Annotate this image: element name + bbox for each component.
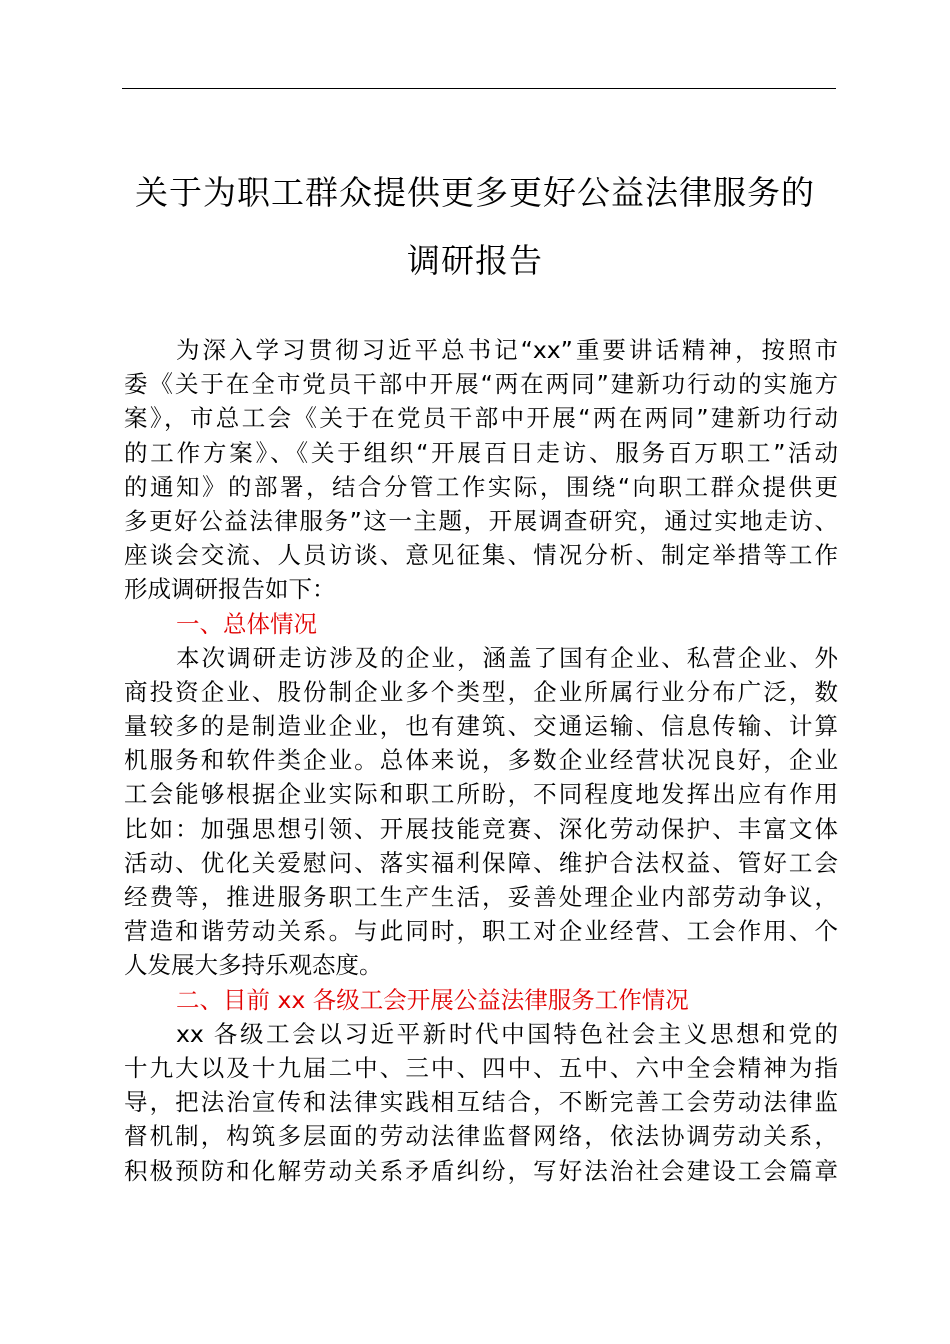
section1-line: 机服务和软件类企业。总体来说，多数企业经营状况良好，企业 <box>124 746 838 775</box>
intro-line: 多更好公益法律服务”这一主题，开展调查研究，通过实地走访、 <box>124 506 838 535</box>
section1-line: 经费等，推进服务职工生产生活，妥善处理企业内部劳动争议， <box>124 883 838 911</box>
section1-line: 本次调研走访涉及的企业，涵盖了国有企业、私营企业、外 <box>176 643 838 672</box>
section2-line: 十九大以及十九届二中、三中、四中、五中、六中全会精神为指 <box>124 1053 838 1082</box>
section-heading-overview: 一、总体情况 <box>176 609 317 638</box>
intro-line: 委《关于在全市党员干部中开展“两在两同”建新功行动的实施方 <box>124 370 838 399</box>
section1-line: 营造和谐劳动关系。与此同时，职工对企业经营、工会作用、个 <box>124 917 838 946</box>
document-body <box>124 333 838 1188</box>
intro-line: 形成调研报告如下： <box>124 575 336 604</box>
intro-line: 座谈会交流、人员访谈、意见征集、情况分析、制定举措等工作 <box>124 541 838 570</box>
intro-line: 案》，市总工会《关于在党员干部中开展“两在两同”建新功行动 <box>124 404 838 433</box>
section2-line: 督机制，构筑多层面的劳动法律监督网络，依法协调劳动关系， <box>124 1122 838 1151</box>
header-rule <box>122 88 836 89</box>
section1-line: 比如：加强思想引领、开展技能竞赛、深化劳动保护、丰富文体 <box>124 814 838 843</box>
section1-line: 量较多的是制造业企业，也有建筑、交通运输、信息传输、计算 <box>124 712 838 741</box>
section1-line: 活动、优化关爱慰问、落实福利保障、维护合法权益、管好工会 <box>124 848 838 877</box>
section1-line: 商投资企业、股份制企业多个类型，企业所属行业分布广泛，数 <box>124 677 838 706</box>
document-title-line-2: 调研报告 <box>407 241 543 280</box>
intro-line: 的通知》的部署，结合分管工作实际，围绕“向职工群众提供更 <box>124 472 838 501</box>
document-title-line-1: 关于为职工群众提供更多更好公益法律服务的 <box>135 173 815 212</box>
section2-line: 导，把法治宣传和法律实践相互结合，不断完善工会劳动法律监 <box>124 1088 838 1117</box>
section1-line: 工会能够根据企业实际和职工所盼，不同程度地发挥出应有作用 <box>124 780 838 809</box>
section-heading-current-work: 二、目前 xx 各级工会开展公益法律服务工作情况 <box>176 985 689 1014</box>
section2-line: xx 各级工会以习近平新时代中国特色社会主义思想和党的 <box>176 1019 838 1048</box>
section2-line: 积极预防和化解劳动关系矛盾纠纷，写好法治社会建设工会篇章 <box>124 1156 838 1185</box>
intro-line: 的工作方案》、《关于组织“开展百日走访、服务百万职工”活动 <box>124 438 838 467</box>
intro-line: 为深入学习贯彻习近平总书记“xx”重要讲话精神，按照市 <box>176 336 838 364</box>
section1-line: 人发展大多持乐观态度。 <box>124 951 383 980</box>
